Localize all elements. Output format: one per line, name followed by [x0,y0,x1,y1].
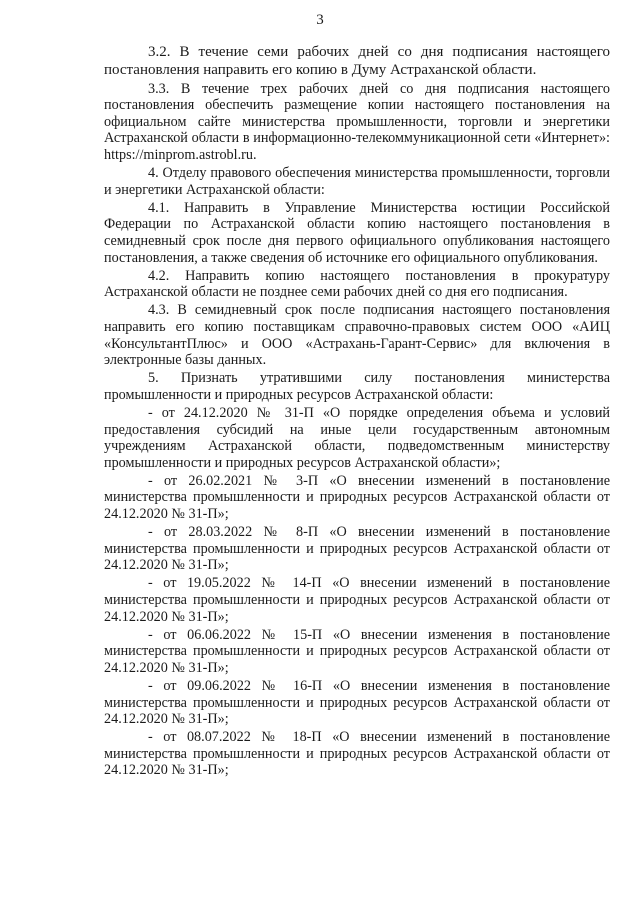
paragraph-4-2: 4.2. Направить копию настоящего постановления в прокуратуру Астраханской области не позднее семи рабочих дней со дня его подписания. [104,267,610,301]
page-number: 3 [316,12,324,28]
list-item-resolution-16: - от 09.06.2022 № 16-П «О внесении изменения в постановление министерства промышленности и природных ресурсов Астраханской области от 24.12.2020 № 31-П»; [104,677,610,728]
paragraph-4-3: 4.3. В семидневный срок после подписания настоящего постановления направить его копию поставщикам справочно-правовых систем ООО «АИЦ «КонсультантПлюс» и ООО «Астрахань-Гарант-Сервис» для включения в электронные базы данных. [104,302,610,369]
list-item-resolution-3: - от 26.02.2021 № 3-П «О внесении изменений в постановление министерства промышленности и природных ресурсов Астраханской области от 24.12.2020 № 31-П»; [104,472,610,523]
paragraph-5: 5. Признать утратившими силу постановления министерства промышленности и природных ресурсов Астраханской области: [104,370,610,403]
paragraph-4-1: 4.1. Направить в Управление Министерства юстиции Российской Федерации по Астраханской области копию настоящего постановления в семидневный срок после дня первого официального опубликования настоящего постановления, а также сведения об источнике его официального опубликования. [104,199,610,266]
paragraph-3-3: 3.3. В течение трех рабочих дней со дня подписания настоящего постановления обеспечить размещение копии настоящего постановления на официальном сайте министерства промышленности, торговли и энергетики Астраханской области в информационно-телекоммуникационной сети «Интернет»: https://minprom.astrobl.ru. [104,80,610,164]
list-item-resolution-14: - от 19.05.2022 № 14-П «О внесении изменений в постановление министерства промышленности и природных ресурсов Астраханской области от 24.12.2020 № 31-П»; [104,575,610,625]
document-body [104,44,610,781]
list-item-resolution-8: - от 28.03.2022 № 8-П «О внесении изменений в постановление министерства промышленности и природных ресурсов Астраханской области от 24.12.2020 № 31-П»; [104,524,610,574]
paragraph-3-2: 3.2. В течение семи рабочих дней со дня подписания настоящего постановления направить его копию в Думу Астраханской области. [104,44,610,78]
paragraph-4: 4. Отделу правового обеспечения министерства промышленности, торговли и энергетики Астраханской области: [104,165,610,198]
list-item-resolution-15: - от 06.06.2022 № 15-П «О внесении изменения в постановление министерства промышленности и природных ресурсов Астраханской области от 24.12.2020 № 31-П»; [104,626,610,676]
list-item-resolution-18: - от 08.07.2022 № 18-П «О внесении изменений в постановление министерства промышленности и природных ресурсов Астраханской области от 24.12.2020 № 31-П»; [104,729,610,779]
list-item-resolution-31: - от 24.12.2020 № 31-П «О порядке определения объема и условий предоставления субсидий на иные цели государственным автономным учреждениям Астраханской области, подведомственным министерству промышленности и природных ресурсов Астраханской области»; [104,404,610,471]
